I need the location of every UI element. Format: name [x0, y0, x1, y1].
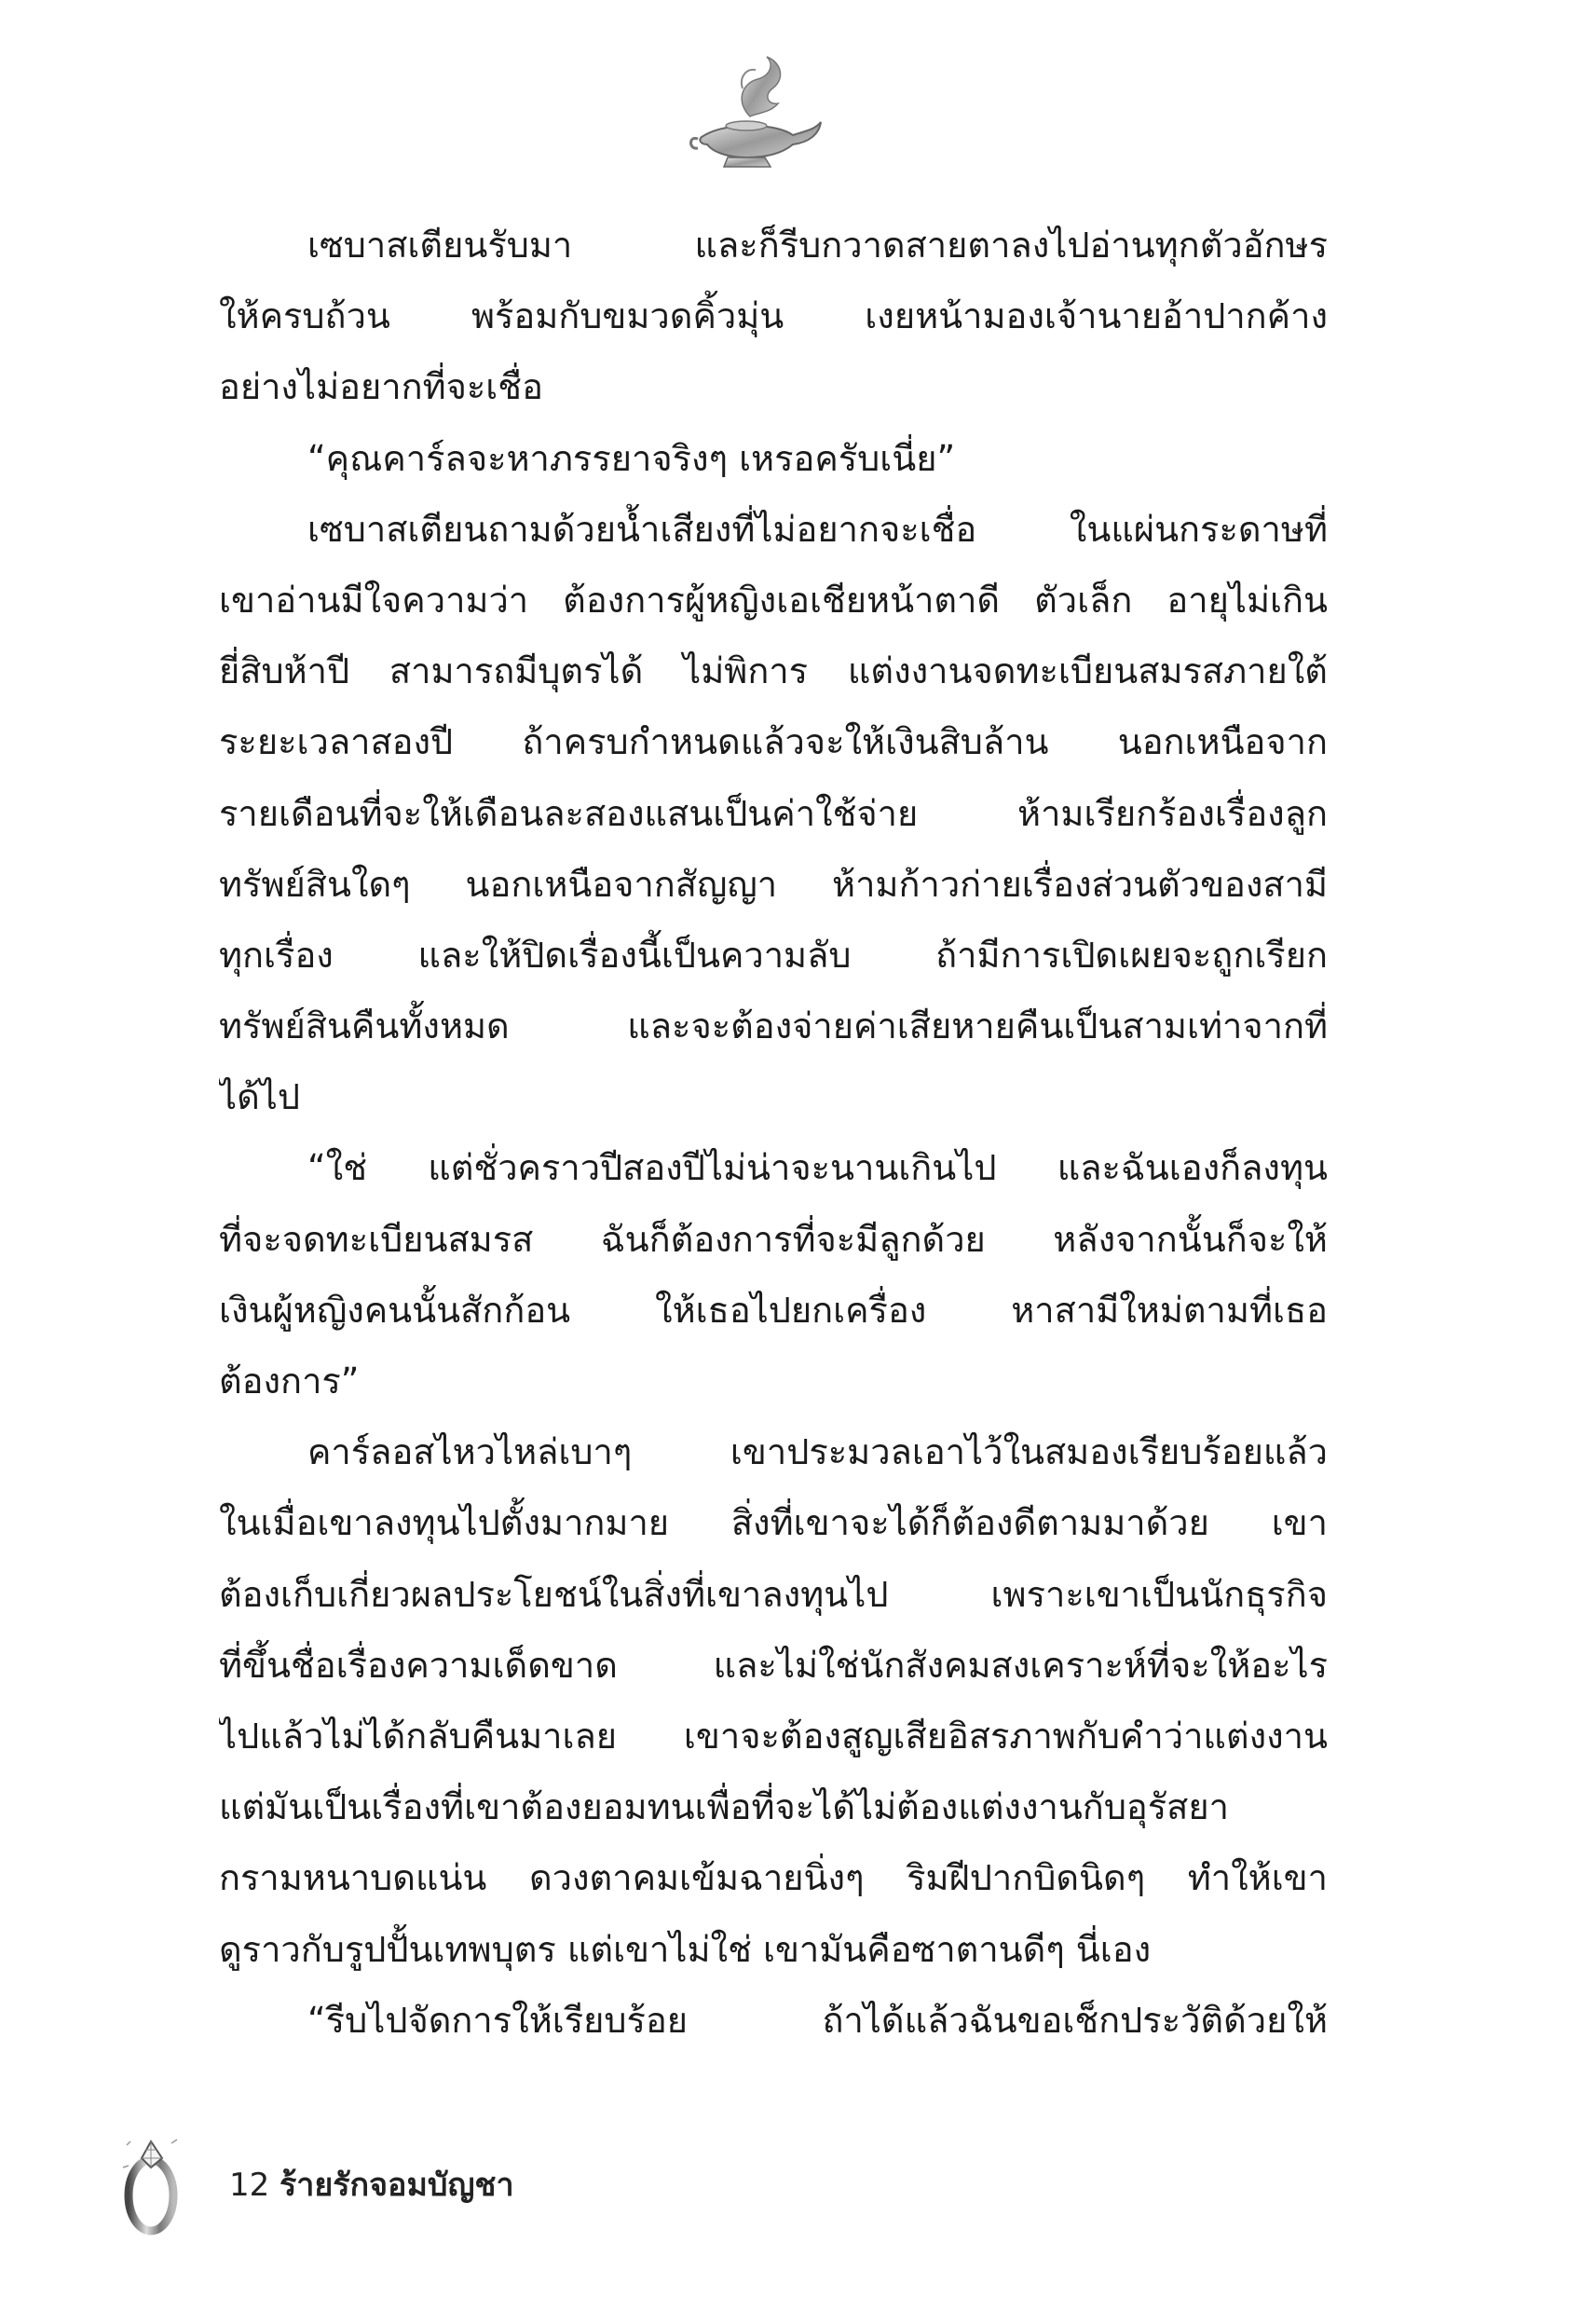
book-title: ร้ายรักจอมบัญชา: [280, 2167, 514, 2204]
text-line: เงินผู้หญิงคนนั้นสักก้อน ให้เธอไปยกเครื่อง หาสามีใหม่ตามที่เธอ: [219, 1289, 1328, 1331]
text-line: “คุณคาร์ลจะหาภรรยาจริงๆ เหรอครับเนี่ย”: [307, 437, 956, 479]
text-line: ทรัพย์สินคืนทั้งหมด และจะต้องจ่ายค่าเสียหายคืนเป็นสามเท่าจากที่: [219, 1005, 1328, 1047]
text-line: อย่างไม่อยากที่จะเชื่อ: [219, 366, 543, 408]
genie-lamp-icon: [685, 51, 825, 172]
text-line: เขาอ่านมีใจความว่า ต้องการผู้หญิงเอเชียหน้าตาดี ตัวเล็ก อายุไม่เกิน: [219, 579, 1328, 621]
text-line: เซบาสเตียนถามด้วยน้ำเสียงที่ไม่อยากจะเชื่อ ในแผ่นกระดาษที่: [307, 508, 1328, 550]
text-line: “ใช่ แต่ชั่วคราวปีสองปีไม่น่าจะนานเกินไป และฉันเองก็ลงทุน: [307, 1147, 1328, 1189]
text-line: ที่จะจดทะเบียนสมรส ฉันก็ต้องการที่จะมีลูกด้วย หลังจากนั้นก็จะให้: [219, 1218, 1328, 1260]
text-line: ระยะเวลาสองปี ถ้าครบกำหนดแล้วจะให้เงินสิบล้าน นอกเหนือจาก: [219, 721, 1328, 763]
body-text: [219, 210, 1328, 2056]
text-line: ต้องการ”: [219, 1361, 360, 1402]
text-line: รายเดือนที่จะให้เดือนละสองแสนเป็นค่าใช้จ่าย ห้ามเรียกร้องเรื่องลูก: [219, 792, 1328, 834]
text-line: ทรัพย์สินใดๆ นอกเหนือจากสัญญา ห้ามก้าวก่ายเรื่องส่วนตัวของสามี: [219, 863, 1328, 905]
text-line: ที่ขึ้นชื่อเรื่องความเด็ดขาด และไม่ใช่นักสังคมสงเคราะห์ที่จะให้อะไร: [219, 1644, 1328, 1686]
text-line: ในเมื่อเขาลงทุนไปตั้งมากมาย สิ่งที่เขาจะได้ก็ต้องดีตามมาด้วย เขา: [219, 1502, 1328, 1544]
text-line: ดูราวกับรูปปั้นเทพบุตร แต่เขาไม่ใช่ เขามันคือซาตานดีๆ นี่เอง: [219, 1928, 1152, 1970]
page-number: 12: [229, 2167, 270, 2204]
text-line: ไปแล้วไม่ได้กลับคืนมาเลย เขาจะต้องสูญเสียอิสรภาพกับคำว่าแต่งงาน: [219, 1715, 1328, 1757]
text-line: แต่มันเป็นเรื่องที่เขาต้องยอมทนเพื่อที่จะได้ไม่ต้องแต่งงานกับอุรัสยา: [219, 1786, 1229, 1828]
diamond-ring-icon: [119, 2134, 186, 2236]
text-line: ให้ครบถ้วน พร้อมกับขมวดคิ้วมุ่น เงยหน้ามองเจ้านายอ้าปากค้าง: [219, 295, 1328, 337]
text-line: คาร์ลอสไหวไหล่เบาๆ เขาประมวลเอาไว้ในสมองเรียบร้อยแล้ว: [307, 1431, 1328, 1473]
text-line: กรามหนาบดแน่น ดวงตาคมเข้มฉายนิ่งๆ ริมฝีปากบิดนิดๆ ทำให้เขา: [219, 1857, 1328, 1899]
text-line: ทุกเรื่อง และให้ปิดเรื่องนี้เป็นความลับ ถ้ามีการเปิดเผยจะถูกเรียก: [219, 934, 1328, 976]
text-line: ได้ไป: [219, 1076, 301, 1118]
text-line: เซบาสเตียนรับมา และก็รีบกวาดสายตาลงไปอ่านทุกตัวอักษร: [307, 225, 1328, 266]
page-footer: [119, 2134, 771, 2236]
text-line: ต้องเก็บเกี่ยวผลประโยชน์ในสิ่งที่เขาลงทุนไป เพราะเขาเป็นนักธุรกิจ: [219, 1573, 1328, 1615]
text-line: “รีบไปจัดการให้เรียบร้อย ถ้าได้แล้วฉันขอเช็กประวัติด้วยให้: [307, 1999, 1328, 2041]
text-line: ยี่สิบห้าปี สามารถมีบุตรได้ ไม่พิการ แต่งงานจดทะเบียนสมรสภายใต้: [219, 650, 1328, 692]
